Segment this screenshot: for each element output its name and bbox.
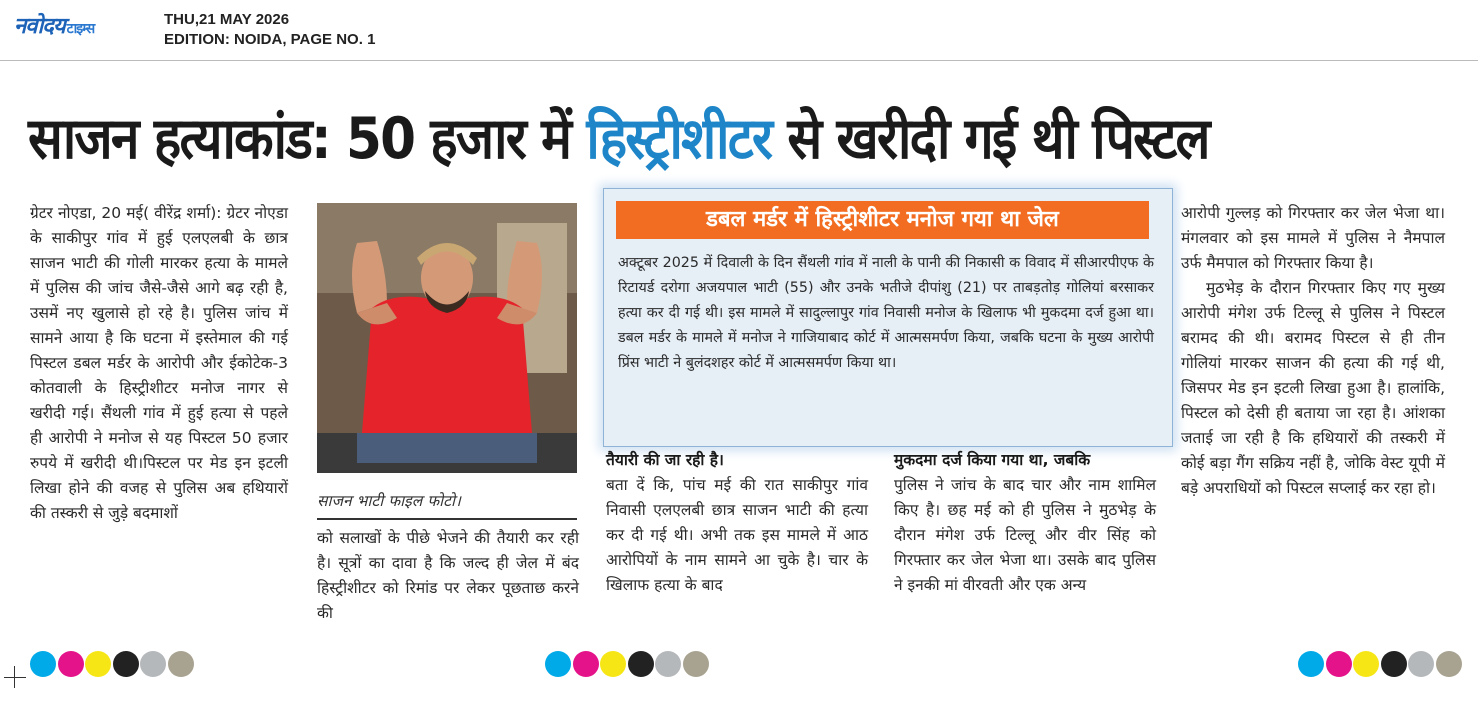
- color-registration-bar-right: [1298, 651, 1464, 681]
- edition-info: [164, 10, 375, 50]
- registration-dot: [168, 651, 194, 677]
- color-registration-bar-left: [30, 651, 196, 681]
- caption-rule: [317, 518, 577, 520]
- column-2-text: को सलाखों के पीछे भेजने की तैयारी कर रही है। सूत्रों का दावा है कि जल्द ही जेल में बंद हिस्ट्रीशीटर को रिमांड पर लेकर पूछताछ करने की: [317, 529, 579, 622]
- registration-dot: [655, 651, 681, 677]
- registration-dot: [1408, 651, 1434, 677]
- registration-dot: [30, 651, 56, 677]
- edition-date: THU,21 MAY 2026: [164, 11, 290, 28]
- article-photo: [317, 203, 577, 473]
- registration-dot: [683, 651, 709, 677]
- registration-dot: [628, 651, 654, 677]
- registration-dot: [1326, 651, 1352, 677]
- article-column-2: [317, 526, 579, 626]
- color-registration-bar-center: [545, 651, 711, 681]
- registration-dot: [545, 651, 571, 677]
- person-photo-illustration: [317, 203, 577, 473]
- article-column-5: [1181, 201, 1445, 501]
- registration-dot: [58, 651, 84, 677]
- headline-part1: साजन हत्याकांड: 50 हजार में: [28, 106, 587, 172]
- edition-page: EDITION: NOIDA, PAGE NO. 1: [164, 31, 376, 48]
- registration-dot: [1436, 651, 1462, 677]
- newspaper-logo[interactable]: [14, 10, 94, 40]
- logo-main: नवोदय: [14, 14, 65, 39]
- registration-crosshair: [4, 666, 26, 688]
- newspaper-page: [0, 61, 1478, 728]
- column-5-text-1: आरोपी गुल्लड़ को गिरफ्तार कर जेल भेजा था। मंगलवार को इस मामले में पुलिस ने नैमपाल उर्फ मैमपाल को गिरफ्तार किया है।: [1181, 204, 1445, 272]
- registration-dot: [1353, 651, 1379, 677]
- sidebar-box-title: डबल मर्डर में हिस्ट्रीशीटर मनोज गया था जेल: [616, 201, 1149, 239]
- headline-part2: से खरीदी गई थी पिस्टल: [771, 106, 1209, 172]
- registration-dot: [1381, 651, 1407, 677]
- column-5-text-2: मुठभेड़ के दौरान गिरफ्तार किए गए मुख्य आरोपी मंगेश उर्फ टिल्लू से पुलिस ने पिस्टल बरामद की थी। बरामद पिस्टल से ही तीन गोलियां मारकर साजन की हत्या की गई थी, जिसपर मेड इन इटली लिखा हुआ है। हालांकि, पिस्टल को देसी ही बताया जा रहा है। आंशका जताई जा रही है कि हथियारों की तस्करी में कोई बड़ा गैंग सक्रिय नहीं है, जोकि वेस्ट यूपी में बड़े अपराधियों को पिस्टल सप्लाई कर रहा हो।: [1181, 279, 1445, 497]
- logo-sub: टाइम्स: [66, 21, 95, 37]
- headline-highlight: हिस्ट्रीशीटर: [586, 106, 772, 172]
- registration-dot: [140, 651, 166, 677]
- registration-dot: [1298, 651, 1324, 677]
- sidebar-box: [603, 188, 1173, 447]
- article-column-1: [30, 201, 288, 526]
- registration-dot: [573, 651, 599, 677]
- article-headline: [28, 95, 1313, 185]
- column-4-lead: मुकदमा दर्ज किया गया था, जबकि: [894, 451, 1091, 469]
- column-1-text: ग्रेटर नोएडा, 20 मई( वीरेंद्र शर्मा): ग्रेटर नोएडा के साकीपुर गांव में हुई एलएलबी के छात्र साजन भाटी की गोली मारकर हत्या के मामले में पुलिस की जांच जैसे-जैसे आगे बढ़ रही है, उसमें नए खुलासे हो रहे है। पुलिस जांच में सामने आया है कि घटना में इस्तेमाल की गई पिस्टल डबल मर्डर के आरोपी और ईकोटेक-3 कोतवाली के हिस्ट्रीशीटर मनोज नागर से खरीदी गई। सैंथली गांव में हुई हत्या से पहले ही आरोपी ने मनोज से यह पिस्टल 50 हजार रुपये में खरीदी थी।पिस्टल पर मेड इन इटली लिखा होने की वजह से पुलिस अब हथियारों की तस्करी से जुड़े बदमाशों: [30, 204, 288, 522]
- registration-dot: [600, 651, 626, 677]
- sidebar-box-text: अक्टूबर 2025 में दिवाली के दिन सैंथली गांव में नाली के पानी की निकासी क विवाद में सीआरपीएफ के रिटायर्ड दरोगा अजयपाल भाटी (55) और उनके भतीजे दीपांशु (21) पर ताबड़तोड़ गोलियां बरसाकर हत्या कर दी गई थी। इस मामले में सादुल्लापुर गांव निवासी मनोज के खिलाफ भी मुकदमा दर्ज हुआ था।डबल मर्डर के मामले में मनोज ने गाजियाबाद कोर्ट में आत्मसमर्पण किया, जबकि घटना के मुख्य आरोपी प्रिंस भाटी ने बुलंदशहर कोर्ट में आत्मसमर्पण किया था।: [618, 255, 1154, 371]
- article-column-4: [894, 448, 1156, 598]
- registration-dot: [113, 651, 139, 677]
- registration-dot: [85, 651, 111, 677]
- masthead-bar: [0, 0, 1478, 61]
- article-column-3: [606, 448, 868, 598]
- photo-caption: साजन भाटी फाइल फोटो।: [317, 492, 461, 510]
- column-3-text: बता दें कि, पांच मई की रात साकीपुर गांव निवासी एलएलबी छात्र साजन भाटी की हत्या कर दी गई थी। अभी तक इस मामले में आठ आरोपियों के नाम सामने आ चुके है। चार के खिलाफ हत्या के बाद: [606, 476, 868, 594]
- column-4-text: पुलिस ने जांच के बाद चार और नाम शामिल किए है। छह मई को ही पुलिस ने मुठभेड़ के दौरान मंगेश उर्फ टिल्लू और वीर सिंह को गिरफ्तार कर जेल भेजा था। उसके बाद पुलिस ने इनकी मां वीरवती और एक अन्य: [894, 476, 1156, 594]
- column-3-lead: तैयारी की जा रही है।: [606, 451, 724, 469]
